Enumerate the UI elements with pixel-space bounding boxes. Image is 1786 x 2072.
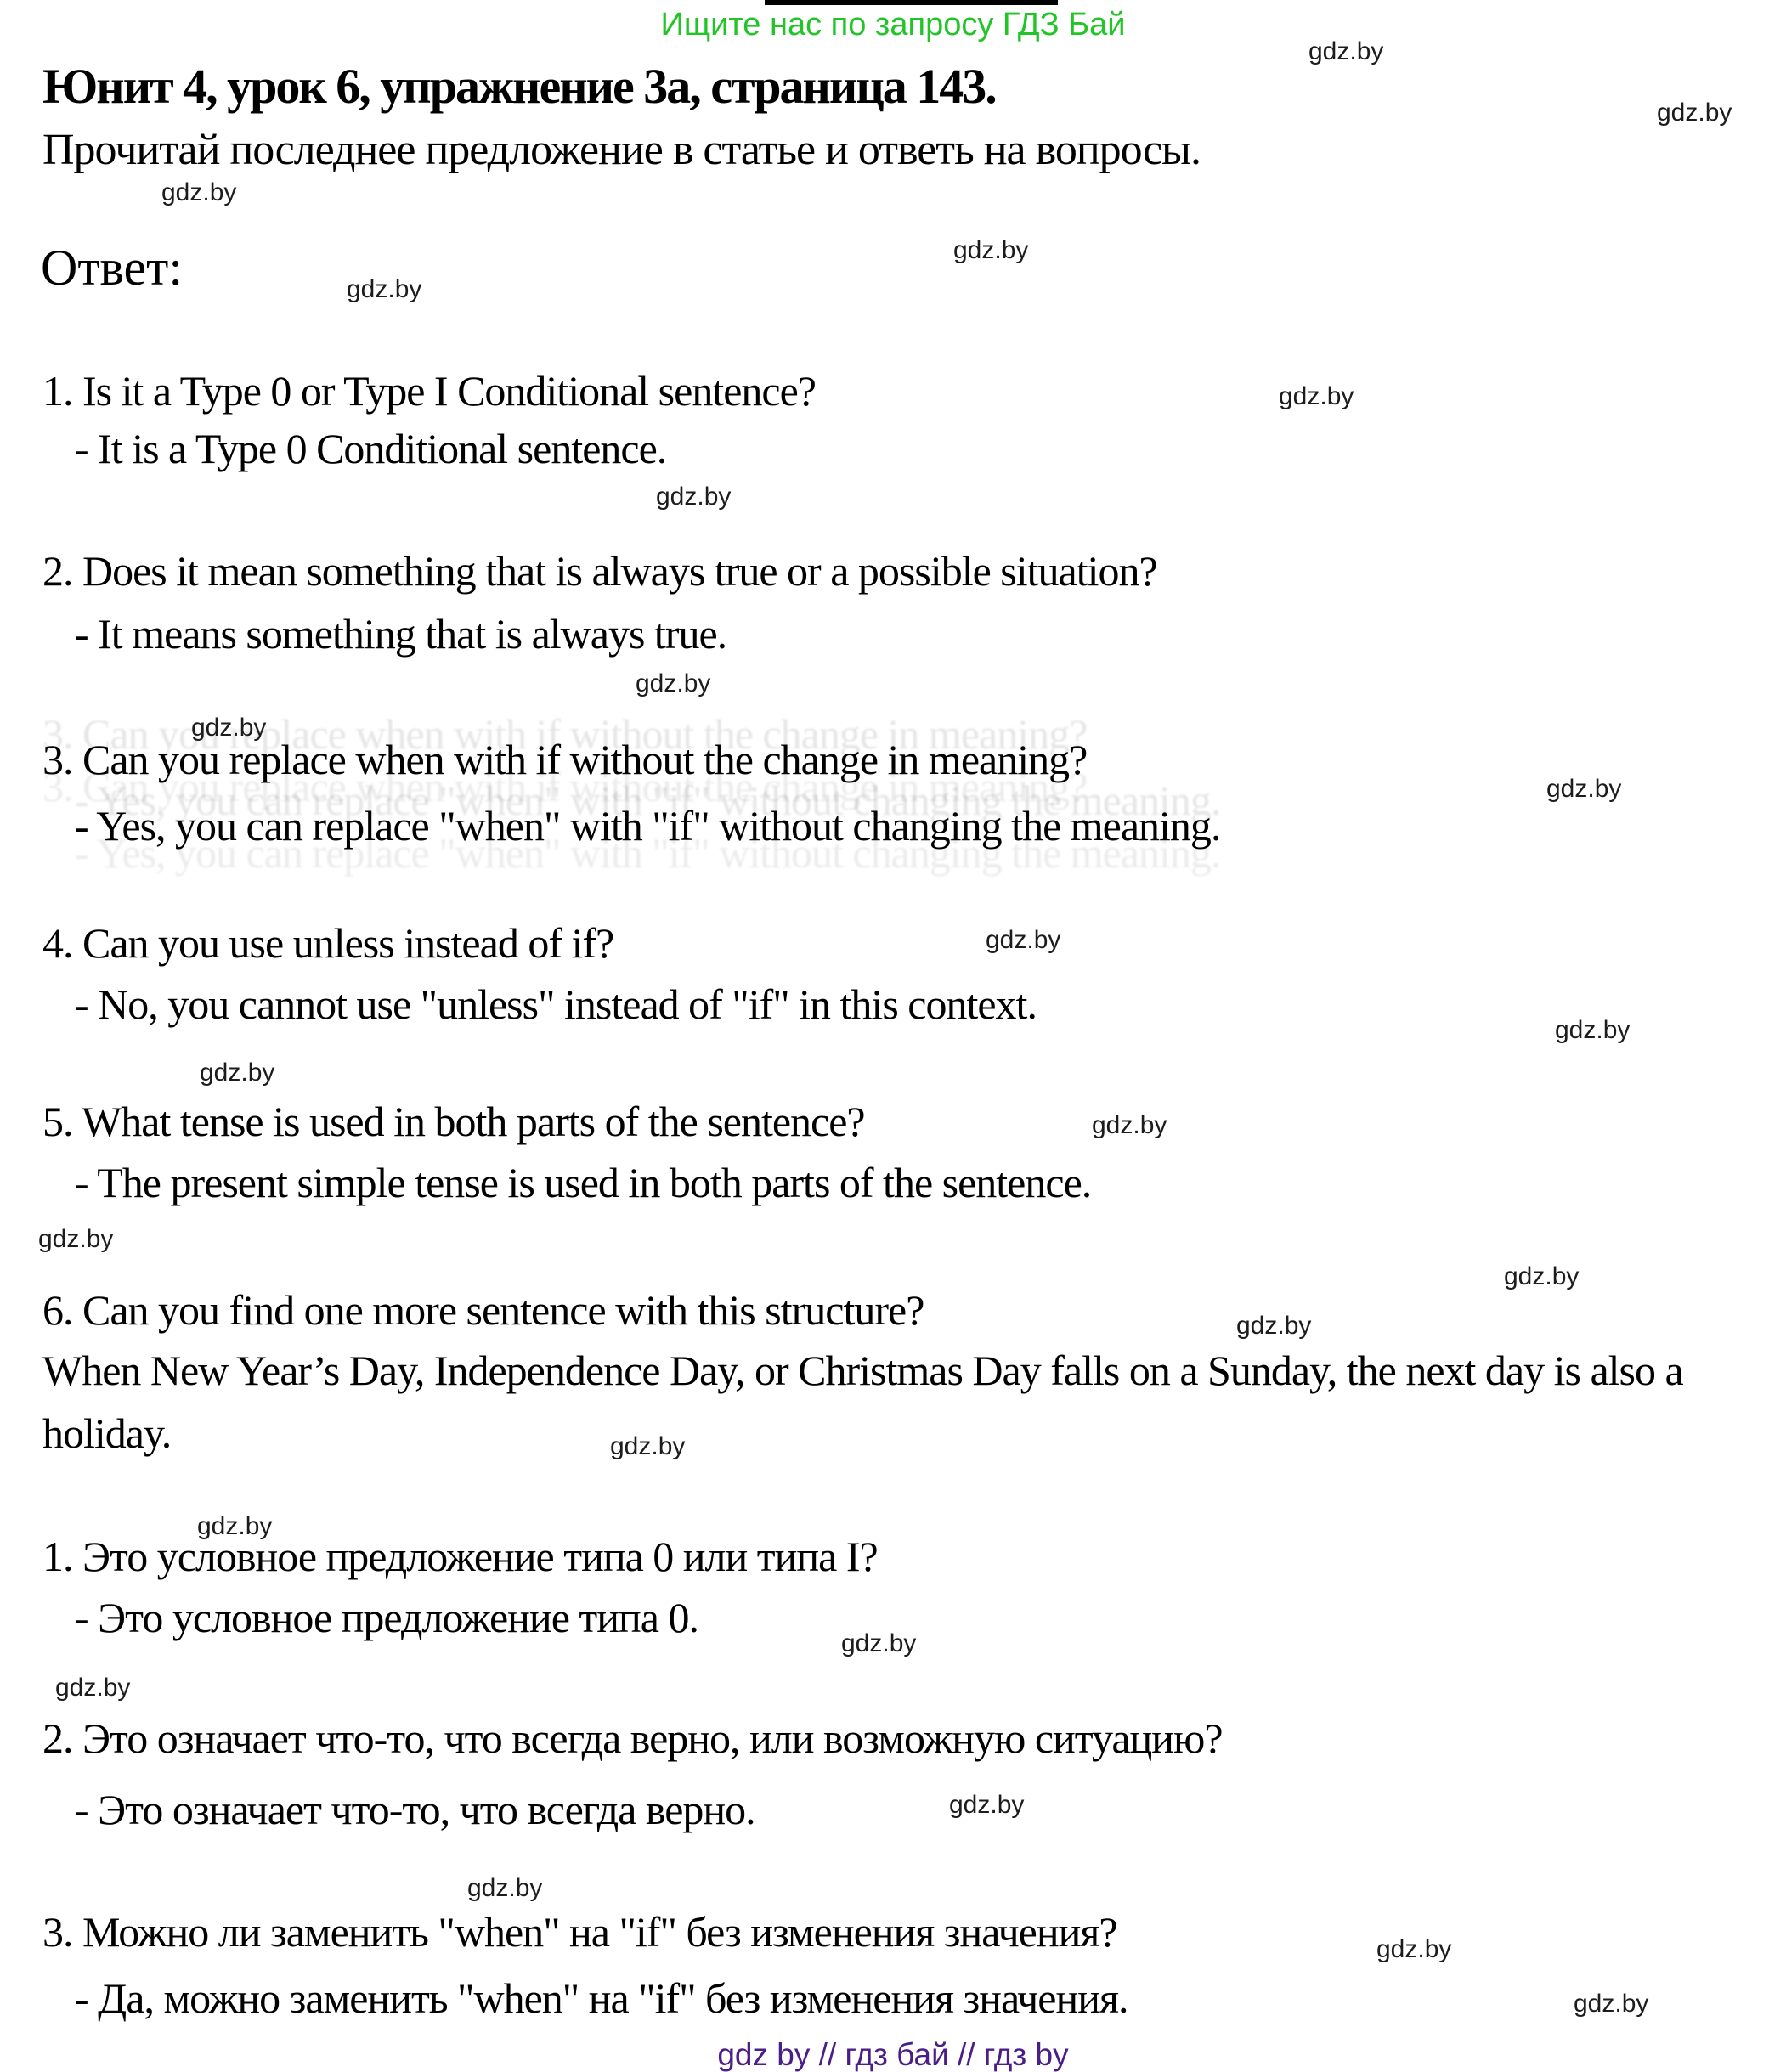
answer-ru-1: - Это условное предложение типа 0.: [75, 1594, 698, 1641]
gdz-watermark: gdz.by: [1657, 99, 1732, 127]
gdz-watermark: gdz.by: [1279, 382, 1354, 410]
gdz-watermark: gdz.by: [636, 669, 711, 697]
question-en-5: 5. What tense is used in both parts of the sentence?: [42, 1098, 865, 1145]
answer-ru-2: - Это означает что-то, что всегда верно.: [75, 1786, 755, 1833]
question-en-1: 1. Is it a Type 0 or Type I Conditional sentence?: [42, 367, 816, 415]
question-en-2: 2. Does it mean something that is always true or a possible situation?: [42, 547, 1157, 595]
gdz-watermark: gdz.by: [1092, 1111, 1167, 1139]
footer-watermark: gdz by // гдз бай // гдз by: [717, 2037, 1069, 2072]
gdz-watermark: gdz.by: [161, 178, 237, 206]
gdz-watermark: gdz.by: [197, 1512, 273, 1540]
answer-en-1: - It is a Type 0 Conditional sentence.: [75, 425, 667, 472]
gdz-watermark: gdz.by: [953, 236, 1029, 264]
answer-ru-3: - Да, можно заменить "when" на "if" без изменения значения.: [75, 1974, 1128, 2022]
gdz-watermark: gdz.by: [986, 926, 1061, 954]
gdz-watermark: gdz.by: [1574, 1990, 1649, 2018]
answer-en-4: - No, you cannot use "unless" instead of "if" in this context.: [75, 980, 1037, 1028]
answer-en-3: - Yes, you can replace "when" with "if" without changing the meaning.: [75, 802, 1221, 850]
gdz-watermark: gdz.by: [191, 714, 267, 742]
promo-banner: Ищите нас по запросу ГДЗ Бай: [660, 7, 1126, 42]
gdz-watermark: gdz.by: [1504, 1262, 1580, 1290]
gdz-watermark: gdz.by: [1546, 775, 1622, 803]
gdz-watermark: gdz.by: [949, 1791, 1025, 1819]
gdz-watermark: gdz.by: [347, 275, 422, 303]
gdz-watermark: gdz.by: [1376, 1935, 1452, 1963]
question-ru-2: 2. Это означает что-то, что всегда верно, или возможную ситуацию?: [42, 1714, 1223, 1762]
scan-edge-artifact: [765, 0, 1058, 5]
question-ru-1: 1. Это условное предложение типа 0 или типа I?: [42, 1533, 878, 1580]
gdz-watermark: gdz.by: [467, 1874, 543, 1902]
gdz-watermark: gdz.by: [200, 1059, 275, 1087]
gdz-watermark: gdz.by: [1236, 1312, 1312, 1340]
question-ru-3: 3. Можно ли заменить "when" на "if" без изменения значения?: [42, 1908, 1117, 1956]
gdz-watermark: gdz.by: [610, 1432, 686, 1460]
gdz-watermark: gdz.by: [38, 1225, 114, 1253]
gdz-watermark: gdz.by: [1308, 37, 1384, 65]
gdz-watermark: gdz.by: [841, 1629, 917, 1657]
task-instruction: Прочитай последнее предложение в статье и ответь на вопросы.: [42, 126, 1201, 174]
page-title: Юнит 4, урок 6, упражнение 3а, страница 143.: [42, 59, 996, 114]
answer-en-2: - It means something that is always true.: [75, 610, 727, 658]
gdz-watermark: gdz.by: [55, 1674, 131, 1702]
answer-en-6: When New Year’s Day, Independence Day, or Christmas Day falls on a Sunday, the next day is also a holiday.: [42, 1347, 1683, 1457]
question-en-3: 3. Can you replace when with if without the change in meaning?: [42, 736, 1088, 783]
question-en-4: 4. Can you use unless instead of if?: [42, 919, 614, 967]
gdz-watermark: gdz.by: [1555, 1016, 1631, 1044]
question-en-6: 6. Can you find one more sentence with this structure?: [42, 1286, 924, 1334]
gdz-watermark: gdz.by: [656, 483, 732, 511]
answer-en-5: - The present simple tense is used in both parts of the sentence.: [75, 1159, 1092, 1206]
answer-label: Ответ:: [41, 240, 184, 296]
